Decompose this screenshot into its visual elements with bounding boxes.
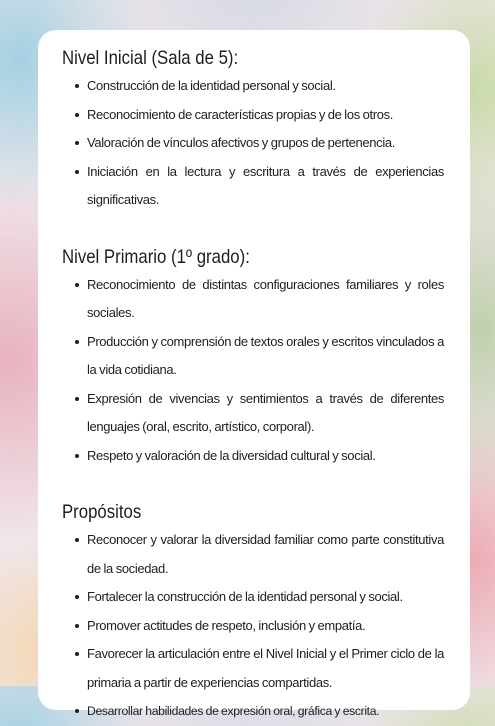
list-item-text: Fortalecer la construcción de la identidad personal y social.: [87, 589, 403, 604]
bullet-icon: [75, 340, 79, 344]
bullet-list: [62, 271, 444, 471]
section-spacer: [62, 470, 444, 498]
list-item: [62, 271, 444, 328]
section-title: Nivel Inicial (Sala de 5):: [62, 47, 239, 69]
list-item: [62, 385, 444, 442]
list-item: [62, 612, 444, 641]
bullet-list: [62, 697, 444, 726]
list-item-text: Favorecer la articulación entre el Nivel Inicial y el Primer ciclo de la primaria a partir de experiencias compartidas.: [87, 646, 444, 690]
list-item-text: Producción y comprensión de textos orales y escritos vinculados a la vida cotidiana.: [87, 333, 444, 377]
list-item: [62, 526, 444, 583]
bullet-list: [62, 526, 444, 697]
bullet-icon: [75, 84, 79, 88]
list-item: [62, 129, 444, 158]
section-nivel-primario: [62, 243, 444, 471]
bullet-icon: [75, 454, 79, 458]
list-item: [62, 442, 444, 471]
content-card: [38, 30, 470, 718]
section-title: Propósitos: [62, 501, 142, 523]
section-title: Nivel Primario (1º grado):: [62, 245, 250, 268]
list-item: [62, 158, 444, 215]
list-item: [62, 72, 444, 101]
list-item-text: Iniciación en la lectura y escritura a través de experiencias significativas.: [87, 163, 444, 207]
list-item-text: Construcción de la identidad personal y social.: [87, 78, 336, 93]
bullet-icon: [75, 652, 79, 656]
list-item: [62, 583, 444, 612]
list-item-text: Reconocimiento de características propias y de los otros.: [87, 106, 394, 122]
list-item-text: Desarrollar habilidades de expresión oral, gráfica y escrita.: [87, 704, 380, 718]
bullet-icon: [75, 595, 79, 599]
bullet-icon: [75, 709, 79, 713]
list-item: [62, 101, 444, 130]
section-nivel-inicial: [62, 44, 444, 215]
list-item-text: Expresión de vivencias y sentimientos a través de diferentes lenguajes (oral, escrito, artístico, corporal).: [87, 390, 444, 434]
bullet-icon: [75, 624, 79, 628]
list-item: [62, 328, 444, 385]
bullet-icon: [75, 397, 79, 401]
bullet-list: [62, 72, 444, 215]
section-propositos: [62, 498, 444, 726]
bullet-icon: [75, 170, 79, 174]
bullet-icon: [75, 538, 79, 542]
list-item-text: Reconocimiento de distintas configuraciones familiares y roles sociales.: [87, 276, 444, 320]
list-item-text: Respeto y valoración de la diversidad cultural y social.: [87, 447, 376, 463]
document-body: [62, 44, 444, 726]
bullet-icon: [75, 283, 79, 287]
list-item-text: Promover actitudes de respeto, inclusión y empatía.: [87, 617, 366, 633]
section-spacer: [62, 215, 444, 243]
list-item: [62, 640, 444, 697]
list-item-text: Reconocer y valorar la diversidad familiar como parte constitutiva de la sociedad.: [87, 532, 444, 576]
list-item-text: Valoración de vínculos afectivos y grupos de pertenencia.: [87, 135, 396, 150]
bullet-icon: [75, 113, 79, 117]
bullet-icon: [75, 141, 79, 145]
list-item: [62, 697, 444, 726]
